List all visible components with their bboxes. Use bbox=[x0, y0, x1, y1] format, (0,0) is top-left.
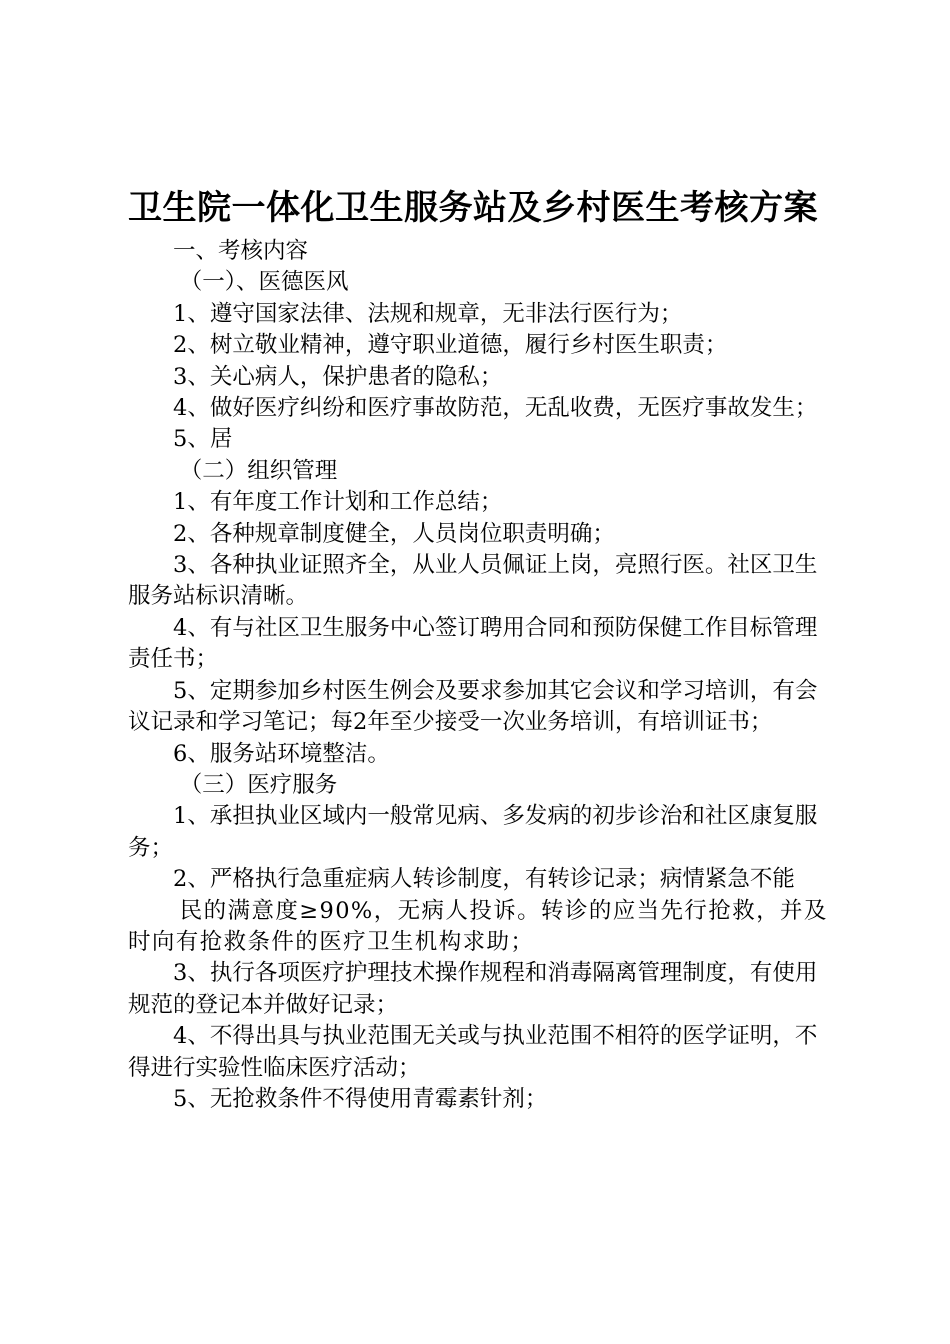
paragraph-item: 5、无抢救条件不得使用青霉素针剂； bbox=[173, 1085, 548, 1112]
paragraph-item: 1、遵守国家法律、法规和规章，无非法行医行为； bbox=[173, 300, 683, 327]
subsection-heading-medical-service: （三）医疗服务 bbox=[179, 771, 338, 798]
paragraph-item: 2、严格执行急重症病人转诊制度，有转诊记录；病情紧急不能 bbox=[173, 866, 795, 893]
document-body bbox=[128, 236, 833, 1115]
subsection-heading-medical-ethics: （一）、医德医风 bbox=[179, 269, 349, 296]
paragraph-item: 2、树立敬业精神，遵守职业道德，履行乡村医生职责； bbox=[173, 332, 728, 359]
paragraph-item: 3、各种执业证照齐全，从业人员佩证上岗，亮照行医。社区卫生服务站标识清晰。 bbox=[128, 552, 818, 610]
paragraph-item: 2、各种规章制度健全，人员岗位职责明确； bbox=[173, 520, 615, 547]
subsection-heading-organization-management: （二）组织管理 bbox=[179, 457, 338, 484]
paragraph-item: 3、执行各项医疗护理技术操作规程和消毒隔离管理制度，有使用规范的登记本并做好记录； bbox=[128, 960, 818, 1018]
paragraph-item: 3、关心病人，保护患者的隐私； bbox=[173, 363, 503, 390]
paragraph-item: 5、居 bbox=[173, 426, 233, 453]
paragraph-item: 5、定期参加乡村医生例会及要求参加其它会议和学习培训，有会议记录和学习笔记；每2年至少接受一次业务培训，有培训证书； bbox=[128, 677, 818, 736]
paragraph-item: 1、有年度工作计划和工作总结； bbox=[173, 489, 503, 516]
paragraph-continuation: 民的满意度≥90%，无病人投诉。转诊的应当先行抢救，并及时向有抢救条件的医疗卫生机构求助； bbox=[128, 897, 828, 955]
paragraph-item: 1、承担执业区域内一般常见病、多发病的初步诊治和社区康复服务； bbox=[128, 803, 818, 861]
document-title: 卫生院一体化卫生服务站及乡村医生考核方案 bbox=[128, 188, 818, 228]
paragraph-item: 4、有与社区卫生服务中心签订聘用合同和预防保健工作目标管理责任书； bbox=[128, 614, 818, 673]
paragraph-item: 4、不得出具与执业范围无关或与执业范围不相符的医学证明，不得进行实验性临床医疗活动； bbox=[128, 1023, 818, 1081]
paragraph-item: 6、服务站环境整洁。 bbox=[173, 740, 390, 767]
paragraph-item: 4、做好医疗纠纷和医疗事故防范，无乱收费，无医疗事故发生； bbox=[173, 395, 818, 422]
section-heading-assessment-content: 一、考核内容 bbox=[173, 238, 309, 264]
